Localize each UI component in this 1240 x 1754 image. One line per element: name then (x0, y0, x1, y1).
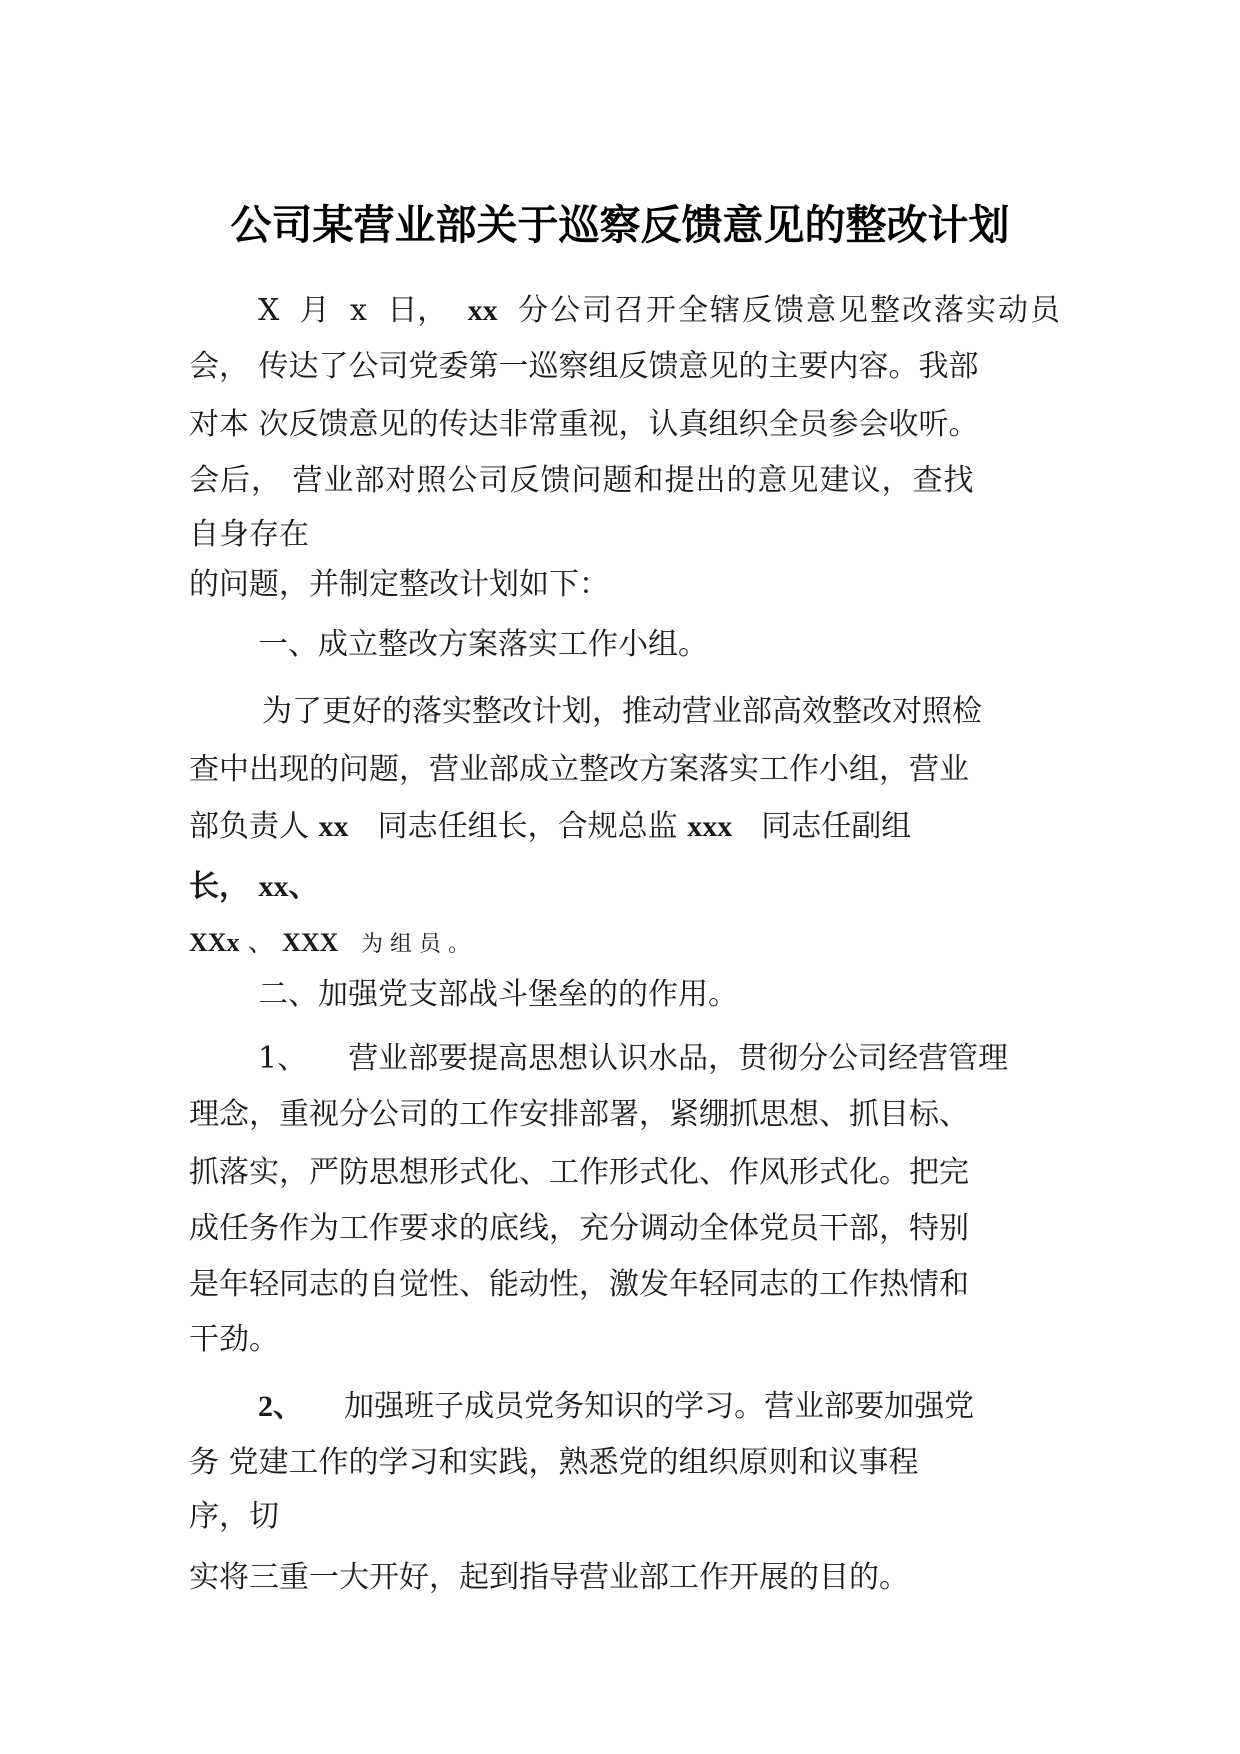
paragraph-3-line-6: 干劲。 (189, 1322, 279, 1357)
text-span: 同志任副组 (761, 809, 912, 844)
text-span: X (258, 293, 280, 328)
paragraph-3-line-2: 理念，重视分公司的工作安排部署，紧绷抓思想、抓目标、 (189, 1097, 969, 1132)
text-span: xx (467, 294, 498, 327)
paragraph-2-line-2: 查中出现的问题，营业部成立整改方案落实工作小组，营业 (189, 752, 969, 787)
section-heading-2: 二、加强党支部战斗堡垒的的作用。 (258, 977, 738, 1012)
paragraph-1-line-4: 会后， 营业部对照公司反馈问题和提出的意见建议，查找 (189, 463, 975, 498)
paragraph-1-line-1 (258, 293, 1062, 328)
text-span: x (350, 293, 367, 328)
paragraph-2-line-1: 为了更好的落实整改计划，推动营业部高效整改对照检 (262, 694, 982, 729)
paragraph-1-line-6: 的问题，并制定整改计划如下： (189, 567, 609, 602)
paragraph-3-line-4: 成任务作为工作要求的底线，充分调动全体党员干部，特别 (189, 1211, 969, 1246)
paragraph-3-line-1 (258, 1041, 1009, 1076)
paragraph-2-line-5 (189, 930, 470, 956)
person-name: xxx (687, 810, 733, 843)
text-span: 同志任组长，合规总监 (377, 809, 678, 844)
paragraph-4-line-2: 务 党建工作的学习和实践，熟悉党的组织原则和议事程 (189, 1445, 919, 1480)
text-span: 为 组 员 。 (360, 932, 470, 957)
paragraph-4-line-1 (258, 1389, 975, 1424)
paragraph-1-line-2: 会， 传达了公司党委第一巡察组反馈意见的主要内容。我部 (189, 349, 979, 384)
text-span: 营业部要提高思想认识水品，贯彻分公司经营管理 (348, 1041, 1009, 1076)
paragraph-1-line-5: 自身存在 (189, 517, 309, 552)
text-span: 、 (247, 928, 274, 958)
item-number: 2、 (258, 1390, 303, 1423)
paragraph-3-line-3: 抓落实，严防思想形式化、工作形式化、作风形式化。把完 (189, 1155, 969, 1190)
paragraph-2-line-3 (189, 809, 912, 844)
person-name: XXX (282, 928, 339, 957)
text-span: 月 (299, 293, 330, 328)
person-name: xx、 (258, 870, 319, 903)
person-name: XXx (189, 928, 240, 957)
text-span: 日， (387, 293, 448, 328)
text-span: 分公司召开全辖反馈意见整改落实动员 (518, 293, 1062, 328)
paragraph-2-line-4 (189, 869, 319, 904)
person-name: xx (318, 810, 349, 843)
section-heading-1: 一、成立整改方案落实工作小组。 (258, 627, 708, 662)
text-span: 加强班子成员党务知识的学习。营业部要加强党 (344, 1389, 975, 1424)
paragraph-1-line-3: 对本 次反馈意见的传达非常重视，认真组织全员参会收听。 (189, 407, 979, 442)
paragraph-4-line-4: 实将三重一大开好，起到指导营业部工作开展的目的。 (189, 1560, 909, 1595)
paragraph-3-line-5: 是年轻同志的自觉性、能动性，激发年轻同志的工作热情和 (189, 1267, 969, 1302)
paragraph-4-line-3: 序，切 (189, 1499, 279, 1534)
text-span: 长， (189, 869, 249, 904)
item-number: 1、 (258, 1041, 308, 1076)
document-title: 公司某营业部关于巡察反馈意见的整改计划 (230, 201, 1010, 249)
text-span: 部负责人 (189, 809, 309, 844)
